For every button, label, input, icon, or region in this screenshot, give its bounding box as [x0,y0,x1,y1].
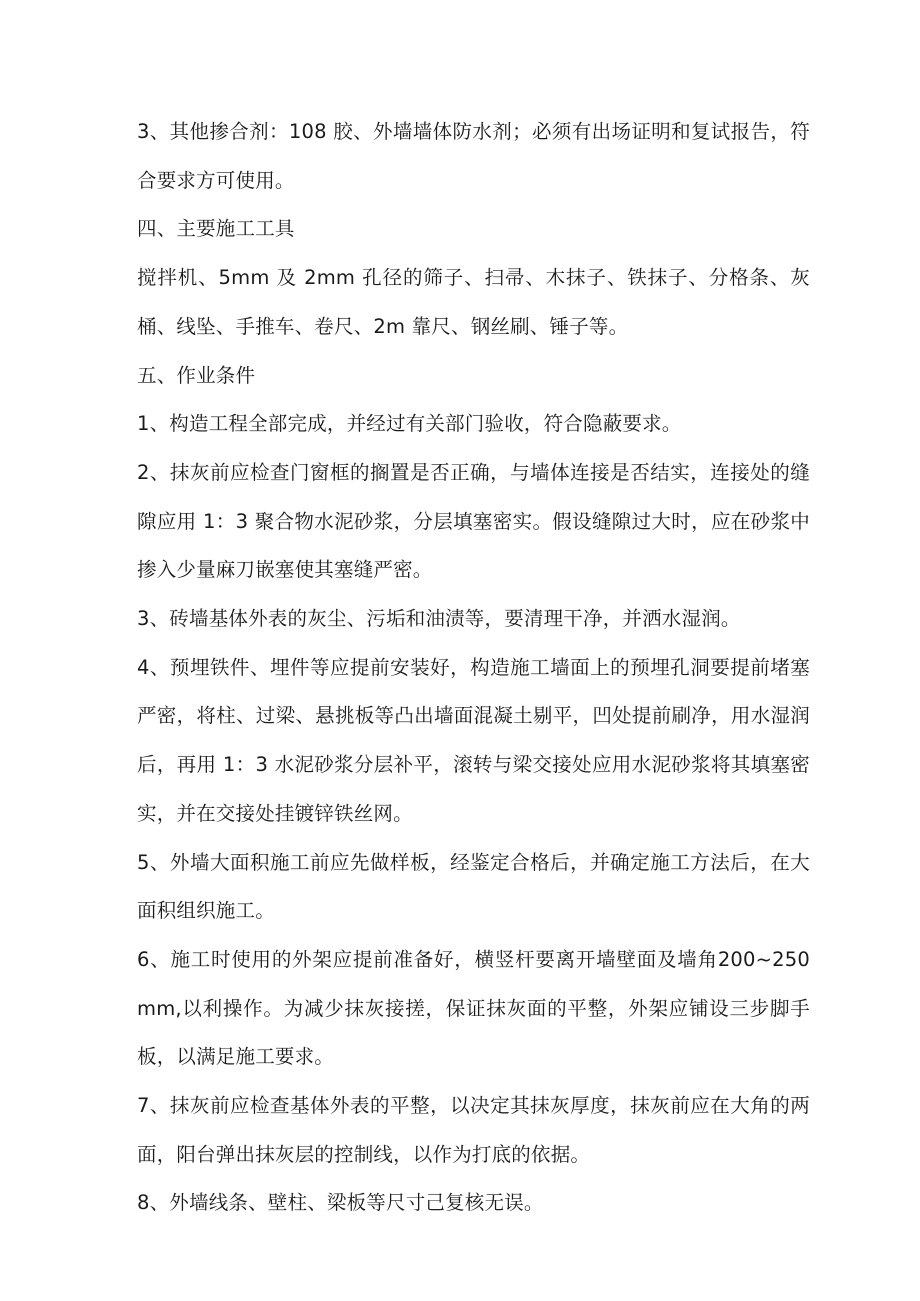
paragraph-condition-7: 7、抹灰前应检查基体外表的平整，以决定其抹灰厚度，抹灰前应在大角的两面，阳台弹出抹灰层的控制线，以作为打底的依据。 [137,1094,810,1166]
paragraph-condition-6: 6、施工时使用的外架应提前准备好，横竖杆要离开墙壁面及墙角200~250mm,以利操作。为减少抹灰接搓，保证抹灰面的平整，外架应铺设三步脚手板，以满足施工要求。 [137,947,810,1069]
paragraph-condition-5: 5、外墙大面积施工前应先做样板，经鉴定合格后，并确定施工方法后，在大面积组织施工。 [137,850,810,923]
paragraph-tools-list: 搅拌机、5mm 及 2mm 孔径的筛子、扫帚、木抹子、铁抹子、分格条、灰桶、线坠、手推车、卷尺、2m 靠尺、钢丝刷、锤子等。 [137,266,810,338]
heading-work-conditions: 五、作业条件 [137,363,256,387]
paragraph-condition-1: 1、构造工程全部完成，并经过有关部门验收，符合隐蔽要求。 [137,412,682,436]
heading-main-tools: 四、主要施工工具 [137,217,295,241]
paragraph-condition-2: 2、抹灰前应检查门窗框的搁置是否正确，与墙体连接是否结实，连接处的缝隙应用 1：3 聚合物水泥砂浆，分层填塞密实。假设缝隙过大时，应在砂浆中掺入少量麻刀嵌塞使其塞缝严密。 [137,460,810,582]
paragraph-condition-8: 8、外墙线条、壁柱、梁板等尺寸己复核无误。 [137,1191,544,1215]
paragraph-other-admixtures: 3、其他掺合剂：108 胶、外墙墙体防水剂；必须有出场证明和复试报告，符合要求方可使用。 [137,120,810,192]
paragraph-condition-3: 3、砖墙基体外表的灰尘、污垢和油渍等，要清理干净，并洒水湿润。 [137,607,741,631]
paragraph-condition-4: 4、预埋铁件、埋件等应提前安装好，构造施工墙面上的预埋孔洞要提前堵塞严密，将柱、过梁、悬挑板等凸出墙面混凝土剔平，凹处提前刷净，用水湿润后，再用 1：3 水泥砂浆分层补平，滚转与梁交接处应用水泥砂浆将其填塞密实，并在交接处挂镀锌铁丝网。 [137,655,810,825]
